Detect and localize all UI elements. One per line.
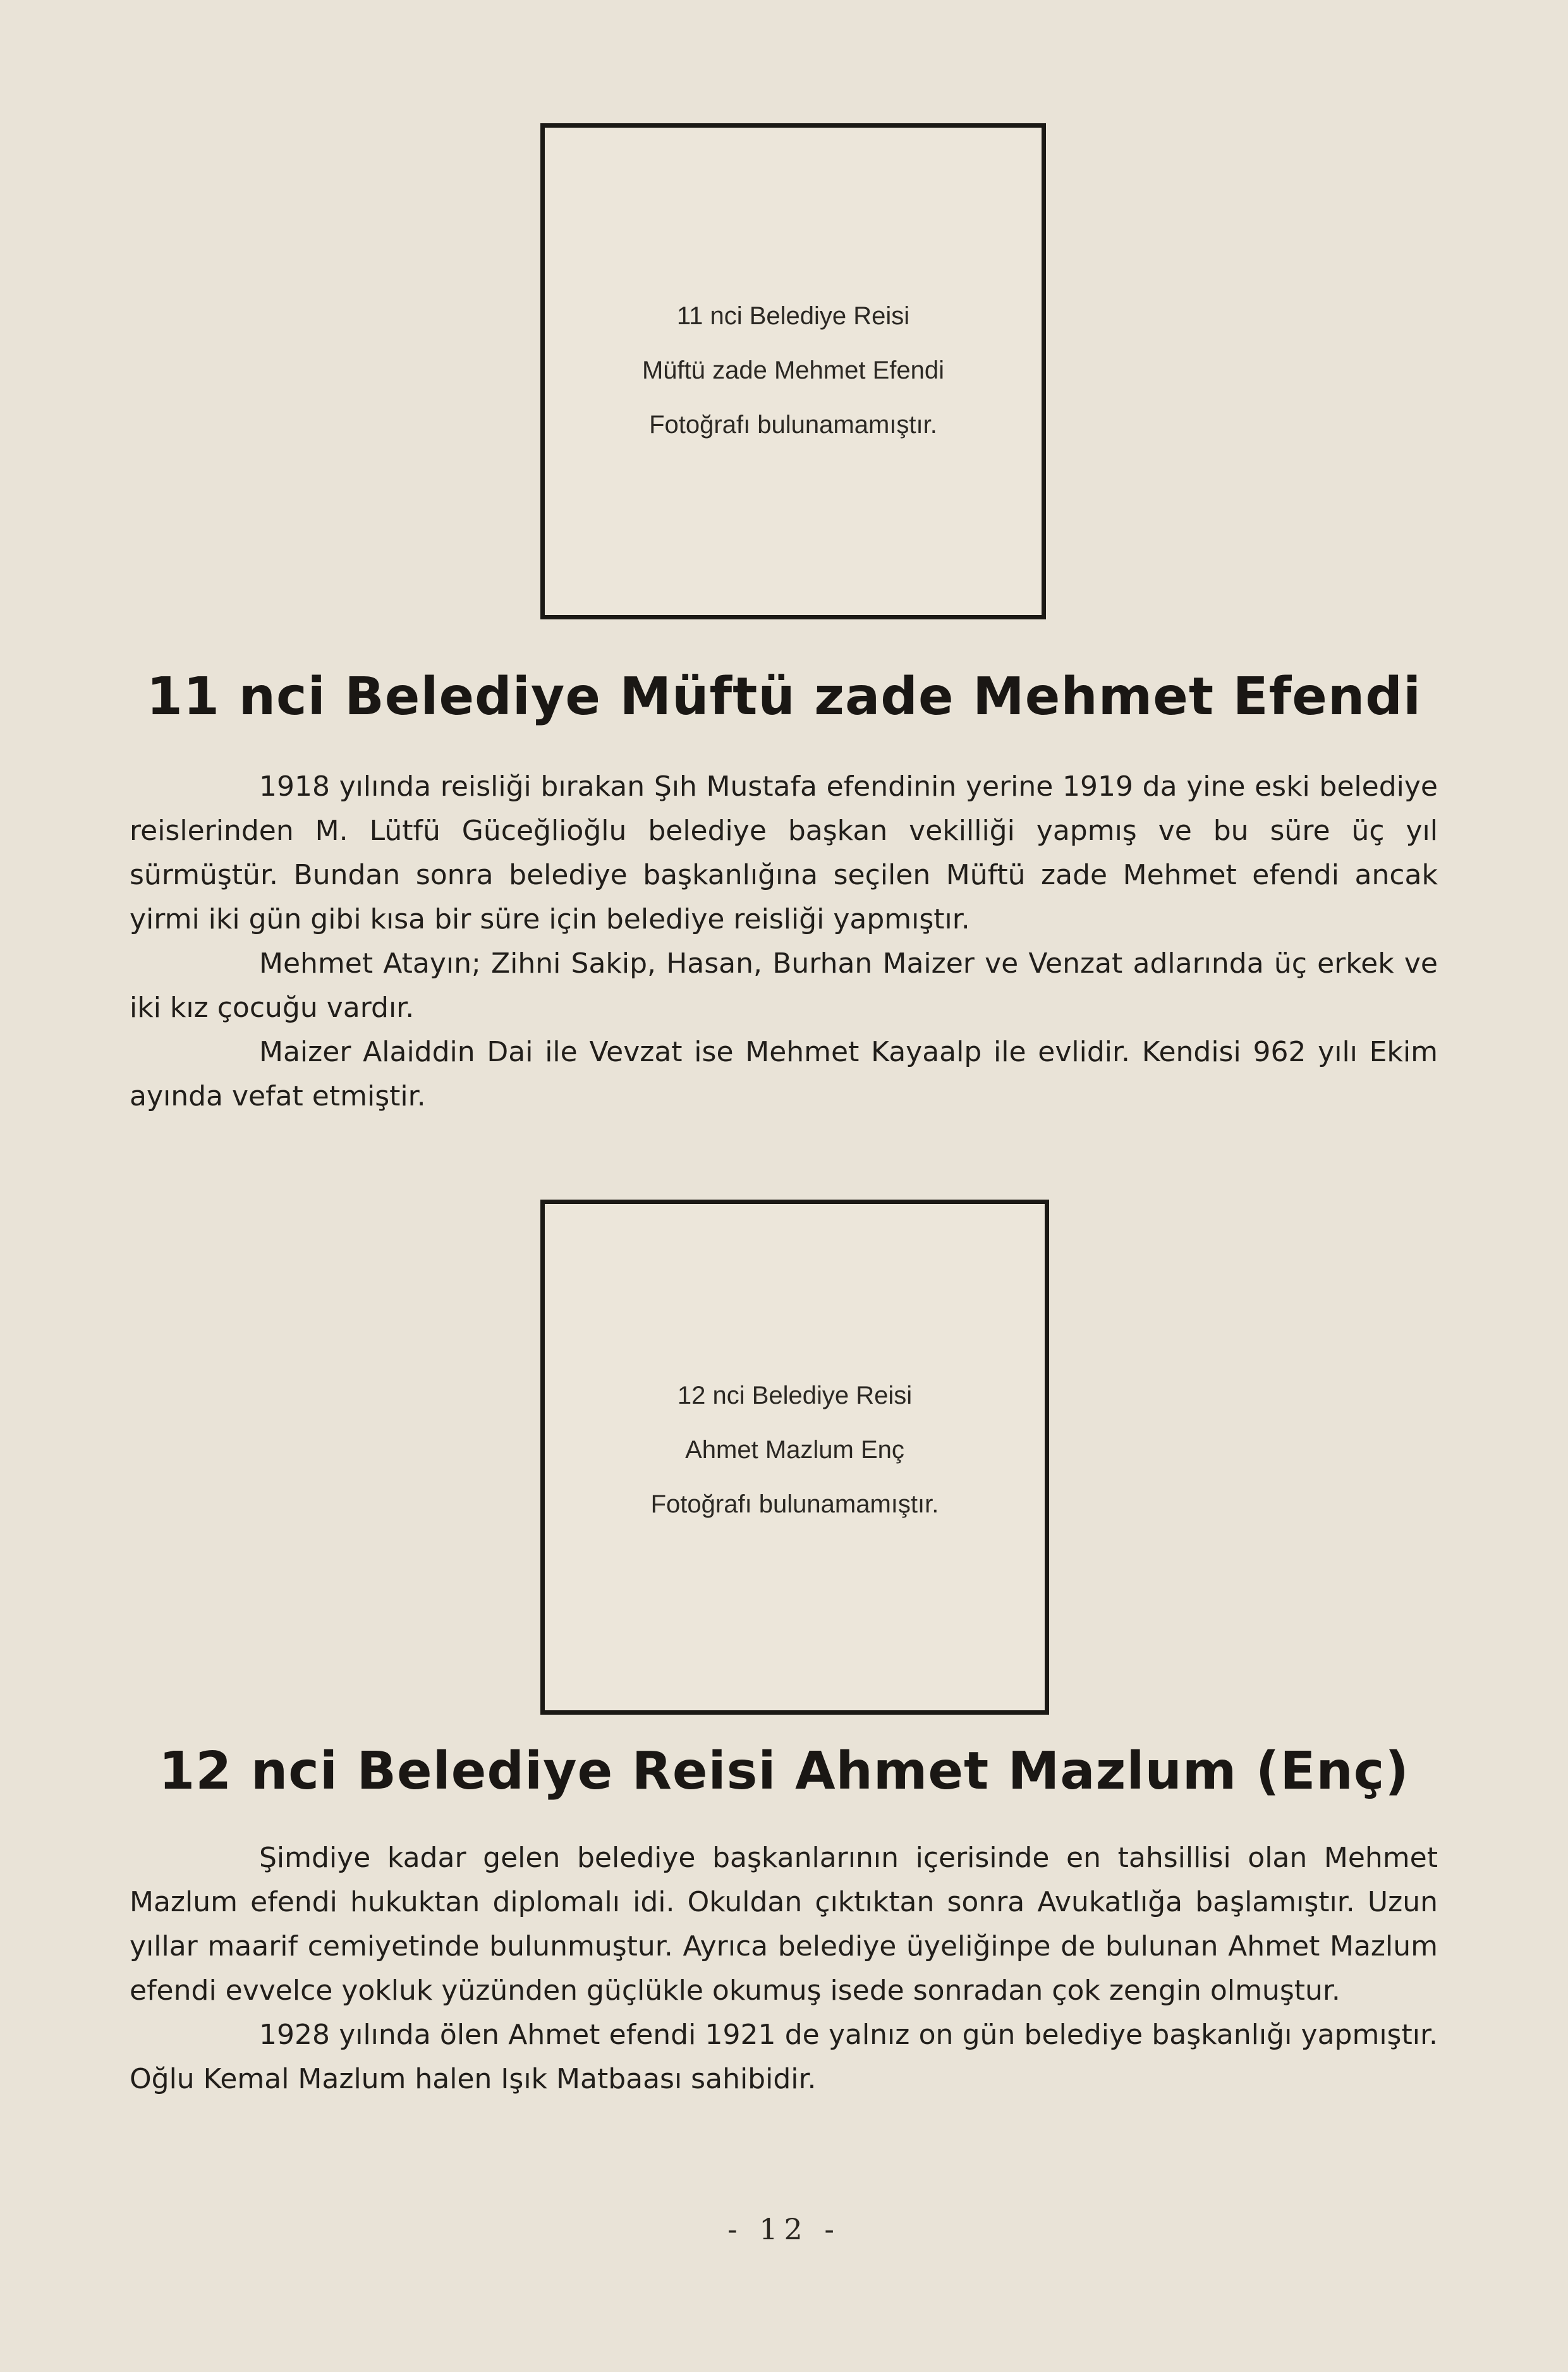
missing-photo-frame-2: [540, 1200, 1049, 1715]
photo-caption-2-line-3: Fotoğrafı bulunamamıştır.: [650, 1490, 939, 1518]
missing-photo-frame-1: [540, 123, 1046, 619]
photo-caption-1: [545, 289, 1042, 452]
photo-caption-2: [545, 1368, 1045, 1531]
photo-caption-1-line-3: Fotoğrafı bulunamamıştır.: [649, 411, 937, 439]
section-1-heading: 11 nci Belediye Müftü zade Mehmet Efendi: [146, 667, 1422, 727]
photo-caption-1-line-1: 11 nci Belediye Reisi: [676, 302, 910, 330]
page-number: - 12 -: [727, 2212, 841, 2246]
photo-caption-2-line-2: Ahmet Mazlum Enç: [685, 1436, 904, 1464]
photo-caption-1-line-2: Müftü zade Mehmet Efendi: [641, 356, 945, 384]
section-2-paragraph-1: Şimdiye kadar gelen belediye başkanlarının içerisinde en tahsillisi olan Mehmet Mazlum efendi hukuktan diplomalı idi. Okuldan çıktıktan sonra Avukatlığa başlamıştır. Uzun yıllar maarif cemiyetinde bulunmuştur. Ayrıca belediye üyeliğinpe de bulunan Ahmet Mazlum efendi evvelce yokluk yüzünden güçlükle okumuş isede sonradan çok zengin olmuştur.: [130, 1842, 1438, 2007]
photo-caption-2-line-1: 12 nci Belediye Reisi: [677, 1382, 913, 1409]
section-2-body: [130, 1836, 1438, 2101]
section-1-paragraph-1: 1918 yılında reisliği bırakan Şıh Mustafa efendinin yerine 1919 da yine eski belediye reislerinden M. Lütfü Güceğlioğlu belediye başkan vekilliği yapmış ve bu süre üç yıl sürmüştür. Bundan sonra belediye başkanlığına seçilen Müftü zade Mehmet efendi ancak yirmi iki gün gibi kısa bir süre için belediye reisliği yapmıştır.: [130, 770, 1438, 935]
section-1-paragraph-3: Maizer Alaiddin Dai ile Vevzat ise Mehmet Kayaalp ile evlidir. Kendisi 962 yılı Ekim ayında vefat etmiştir.: [130, 1036, 1438, 1112]
section-1-body: [130, 765, 1438, 1119]
section-2-heading: 12 nci Belediye Reisi Ahmet Mazlum (Enç): [159, 1741, 1409, 1801]
section-1-paragraph-2: Mehmet Atayın; Zihni Sakip, Hasan, Burhan Maizer ve Venzat adlarında üç erkek ve iki kız çocuğu vardır.: [130, 947, 1438, 1024]
section-2-paragraph-2: 1928 yılında ölen Ahmet efendi 1921 de yalnız on gün belediye başkanlığı yapmıştır. Oğlu Kemal Mazlum halen Işık Matbaası sahibidir.: [130, 2019, 1438, 2095]
